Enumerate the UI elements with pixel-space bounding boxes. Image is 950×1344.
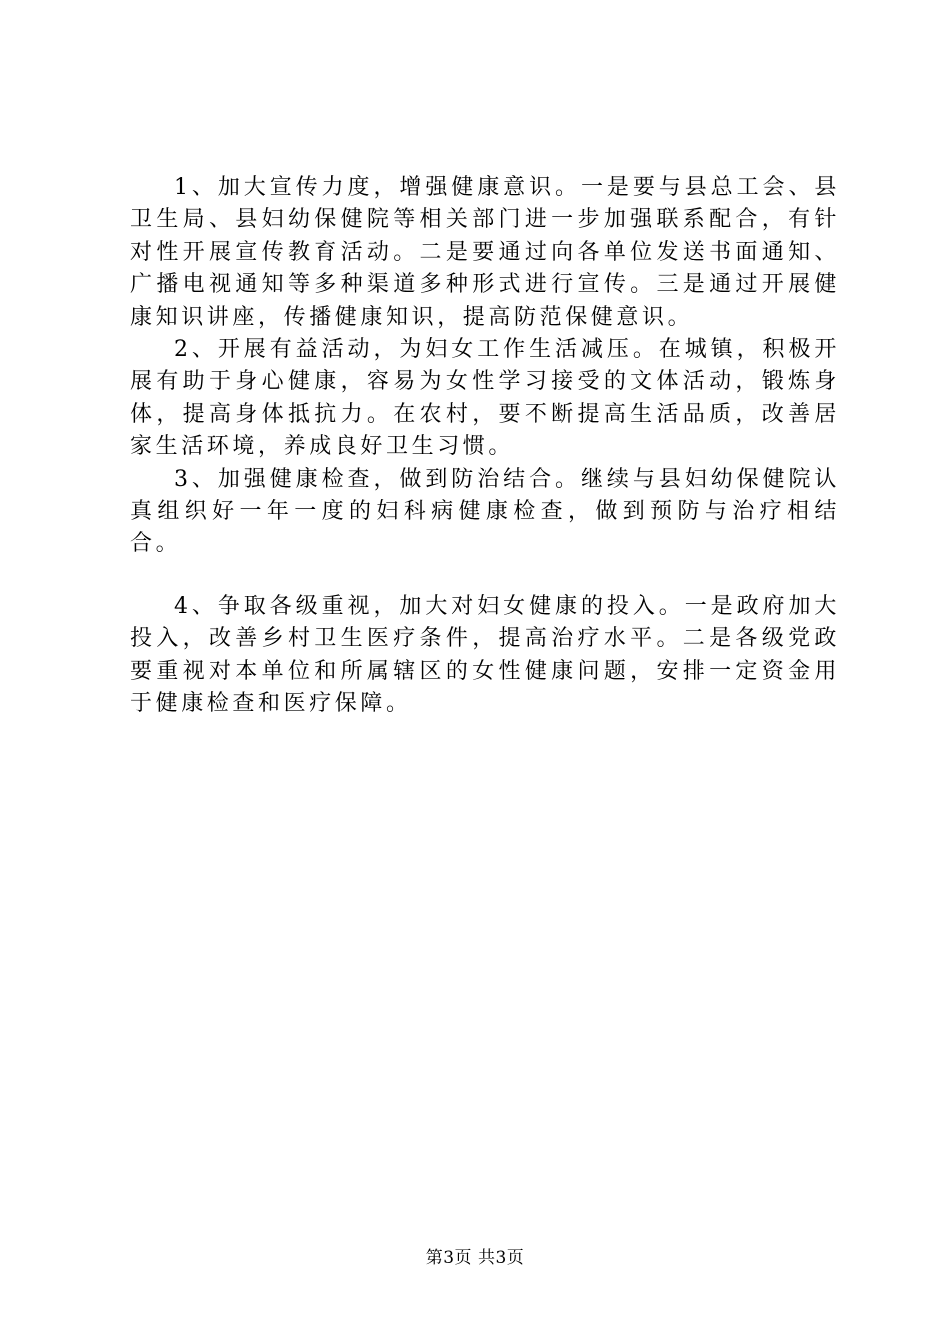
document-body <box>130 172 840 721</box>
paragraph-2: 2、开展有益活动，为妇女工作生活减压。在城镇，积极开展有助于身心健康，容易为女性学习接受的文体活动，锻炼身体，提高身体抵抗力。在农村，要不断提高生活品质，改善居家生活环境，养成良好卫生习惯。 <box>130 337 840 460</box>
paragraph-1: 1、加大宣传力度，增强健康意识。一是要与县总工会、县卫生局、县妇幼保健院等相关部门进一步加强联系配合，有针对性开展宣传教育活动。二是要通过向各单位发送书面通知、广播电视通知等多种渠道多种形式进行宣传。三是通过开展健康知识讲座，传播健康知识，提高防范保健意识。 <box>130 175 840 330</box>
paragraph-4: 4、争取各级重视，加大对妇女健康的投入。一是政府加大投入，改善乡村卫生医疗条件，提高治疗水平。二是各级党政要重视对本单位和所属辖区的女性健康问题，安排一定资金用于健康检查和医疗保障。 <box>130 593 840 717</box>
paragraph-3: 3、加强健康检查，做到防治结合。继续与县妇幼保健院认真组织好一年一度的妇科病健康检查，做到预防与治疗相结合。 <box>130 466 840 557</box>
page-number-footer: 第3页 共3页 <box>425 1248 525 1268</box>
